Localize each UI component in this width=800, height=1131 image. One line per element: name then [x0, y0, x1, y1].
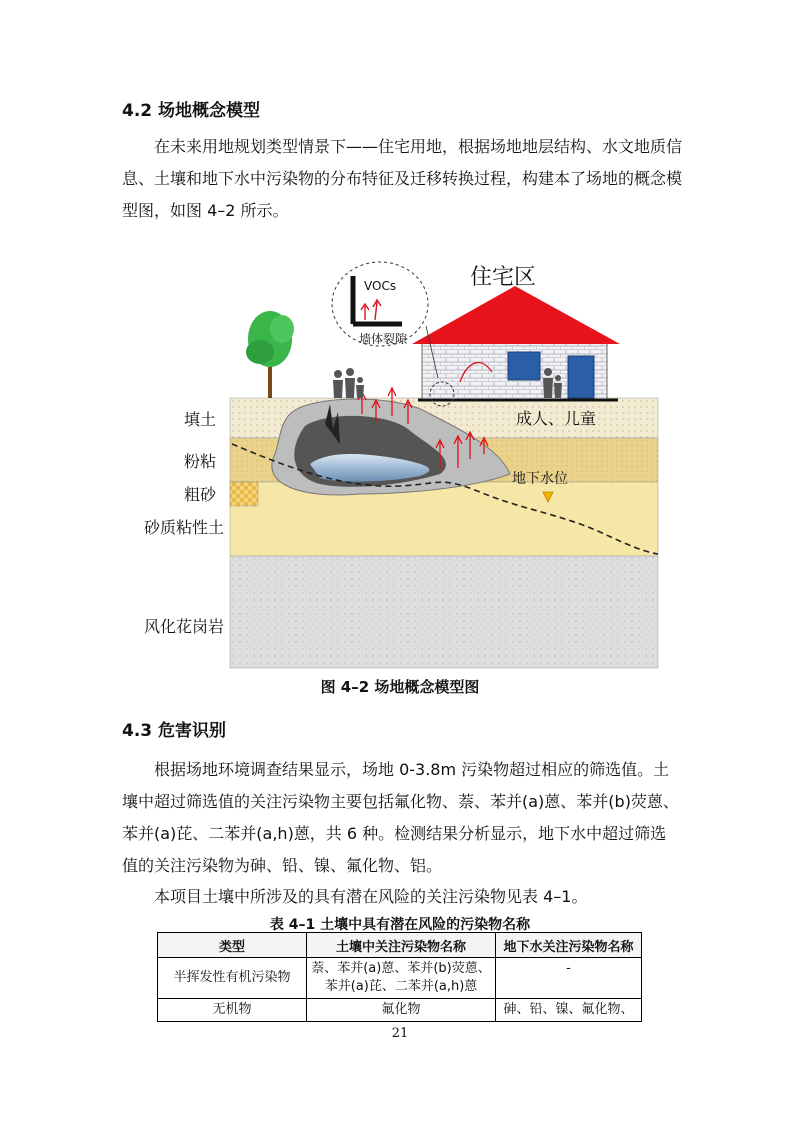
- table-cell-soil: [307, 958, 496, 999]
- layer-label-coarse-sand: 粗砂: [184, 485, 217, 504]
- table-cell-water: 砷、铅、镍、氟化物、: [496, 999, 642, 1022]
- table-title: 表 4–1 土壤中具有潜在风险的污染物名称: [269, 917, 531, 933]
- table-header: 土壤中关注污染物名称: [307, 933, 496, 958]
- table-cell-soil-line: 萘、苯并(a)蒽、苯并(b)荧蒽、: [311, 961, 491, 976]
- paragraph-site-model: 在未来用地规划类型情景下——住宅用地，根据场地地层结构、水文地质信息、土壤和地下水中污染物的分布特征及迁移转换过程，构建本了场地的概念模型图，如图 4–2 所示。: [122, 137, 683, 220]
- house-roof: [412, 286, 620, 344]
- table-cell-soil: 氟化物: [307, 999, 496, 1022]
- layer-label-silty-clay: 粉粘: [184, 452, 217, 471]
- table-header: 类型: [158, 933, 307, 958]
- paragraph-hazard-identification: 根据场地环境调查结果显示，场地 0-3.8m 污染物超过相应的筛选值。土壤中超过筛选值的关注污染物主要包括氟化物、萘、苯并(a)蒽、苯并(b)荧蒽、苯并(a)芘、二苯并(a,h)蒽，共 6 种。检测结果分析显示，地下水中超过筛选值的关注污染物为砷、铅、镍、氟化物、铝。: [122, 760, 679, 875]
- pollutant-table: [157, 932, 642, 1022]
- figure-canvas: [140, 254, 670, 672]
- wall-crack-label: 墙体裂隙: [359, 332, 408, 346]
- table-row: [158, 958, 642, 999]
- house-window: [508, 352, 540, 380]
- layer-sandy-clay: [230, 482, 658, 556]
- table-header: 地下水关注污染物名称: [496, 933, 642, 958]
- groundwater-level-label: 地下水位: [512, 471, 568, 487]
- page-number: 21: [391, 1026, 409, 1041]
- section-heading-4-3: 4.3 危害识别: [122, 721, 227, 741]
- layer-label-fill: 填土: [184, 410, 217, 429]
- conceptual-model-figure: [140, 254, 670, 672]
- layer-bedrock: [230, 556, 658, 668]
- layer-coarse-sand-swatch: [230, 482, 258, 506]
- figure-caption: 图 4–2 场地概念模型图: [320, 678, 480, 696]
- residential-area-label: 住宅区: [470, 265, 537, 290]
- people-outdoor: [333, 368, 364, 398]
- house-door: [568, 356, 594, 398]
- layer-label-sandy-clay: 砂质粘性土: [144, 518, 225, 537]
- table-cell-soil-line: 苯并(a)芘、二苯并(a,h)蒽: [324, 979, 478, 994]
- section-heading-4-2: 4.2 场地概念模型: [122, 101, 261, 121]
- table-cell-water: -: [496, 958, 642, 999]
- paragraph-table-intro: 本项目土壤中所涉及的具有潜在风险的关注污染物见表 4–1。: [154, 887, 588, 906]
- receptor-label: 成人、儿童: [516, 409, 597, 428]
- table-cell-type: 半挥发性有机污染物: [158, 958, 307, 999]
- vocs-label: VOCs: [364, 279, 397, 293]
- layer-label-bedrock: 风化花岗岩: [144, 617, 225, 636]
- table-row: [158, 999, 642, 1022]
- table-header-row: [158, 933, 642, 958]
- table-cell-type: 无机物: [158, 999, 307, 1022]
